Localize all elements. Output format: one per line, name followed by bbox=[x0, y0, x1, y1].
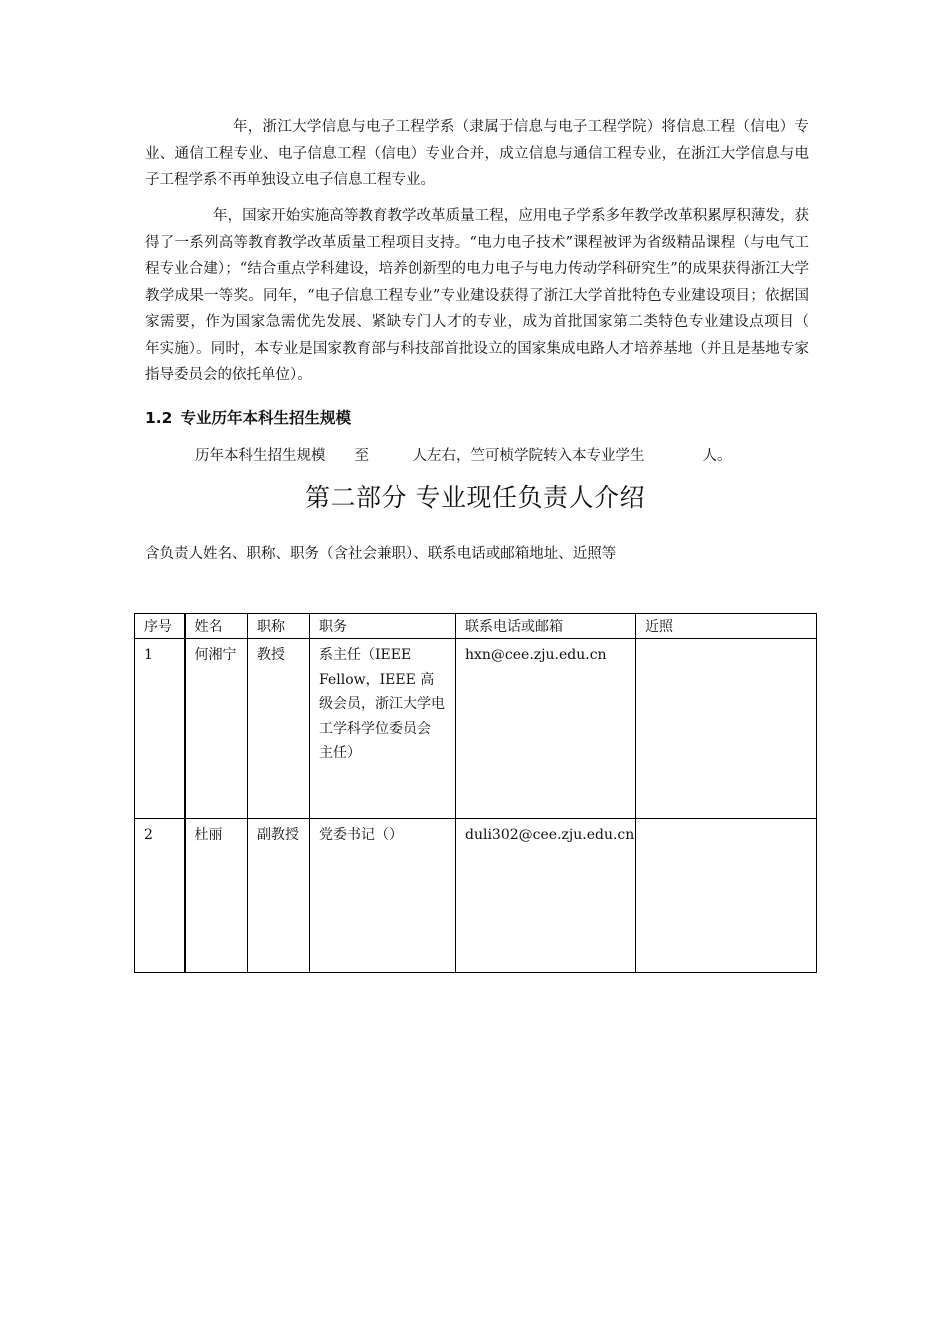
cell-duty: 系主任（IEEE Fellow，IEEE 高级会员，浙江大学电工学科学位委员会 主任） bbox=[310, 639, 456, 819]
cell-title: 教授 bbox=[248, 639, 310, 819]
cell-name: 杜丽 bbox=[185, 819, 248, 973]
cell-no: 2 bbox=[135, 819, 185, 973]
leaders-table bbox=[134, 613, 817, 973]
header-name: 姓名 bbox=[185, 614, 248, 639]
part-title: 第二部分 专业现任负责人介绍 bbox=[305, 483, 645, 512]
section-title: 专业历年本科生招生规模 bbox=[180, 409, 351, 427]
cell-title: 副教授 bbox=[248, 819, 310, 973]
table-row bbox=[135, 639, 817, 819]
paragraph-quality-project: 年，国家开始实施高等教育教学改革质量工程，应用电子学系多年教学改革积累厚积薄发，获得了一系列高等教育教学改革质量工程项目支持。“电力电子技术”课程被评为省级精品课程（与电气工程专业合建）；“结合重点学科建设，培养创新型的电力电子与电力传动学科研究生”的成果获得浙江大学教学成果一等奖。同年，“电子信息工程专业”专业建设获得了浙江大学首批特色专业建设项目；依据国家需要，作为国家急需优先发展、紧缺专门人才的专业，成为首批国家第二类特色专业建设点项目（ 年实施）。同时，本专业是国家教育部与科技部首批设立的国家集成电路人才培养基地（并且是基地专家指导委员会的依托单位）。 bbox=[145, 208, 838, 383]
part-description: 含负责人姓名、职称、职务（含社会兼职）、联系电话或邮箱地址、近照等 bbox=[145, 546, 617, 562]
table-header-row bbox=[135, 614, 817, 639]
section-heading bbox=[145, 406, 351, 428]
header-contact: 联系电话或邮箱 bbox=[456, 614, 636, 639]
header-photo: 近照 bbox=[636, 614, 817, 639]
cell-name: 何湘宁 bbox=[185, 639, 248, 819]
header-no: 序号 bbox=[135, 614, 185, 639]
table-row bbox=[135, 819, 817, 973]
header-duty: 职务 bbox=[310, 614, 456, 639]
enrollment-text: 历年本科生招生规模 至 人左右，竺可桢学院转入本专业学生 人。 bbox=[195, 448, 732, 464]
cell-no: 1 bbox=[135, 639, 185, 819]
cell-duty: 党委书记（） bbox=[310, 819, 456, 973]
header-title: 职称 bbox=[248, 614, 310, 639]
cell-photo bbox=[636, 819, 817, 973]
section-number: 1.2 bbox=[145, 409, 173, 427]
cell-photo bbox=[636, 639, 817, 819]
cell-contact: duli302@cee.zju.edu.cn bbox=[456, 819, 636, 973]
cell-contact: hxn@cee.zju.edu.cn bbox=[456, 639, 636, 819]
paragraph-merger-history: 年，浙江大学信息与电子工程学系（隶属于信息与电子工程学院）将信息工程（信电）专业、通信工程专业、电子信息工程（信电）专业合并，成立信息与通信工程专业，在浙江大学信息与电子工程学系不再单独设立电子信息工程专业。 bbox=[145, 119, 809, 188]
